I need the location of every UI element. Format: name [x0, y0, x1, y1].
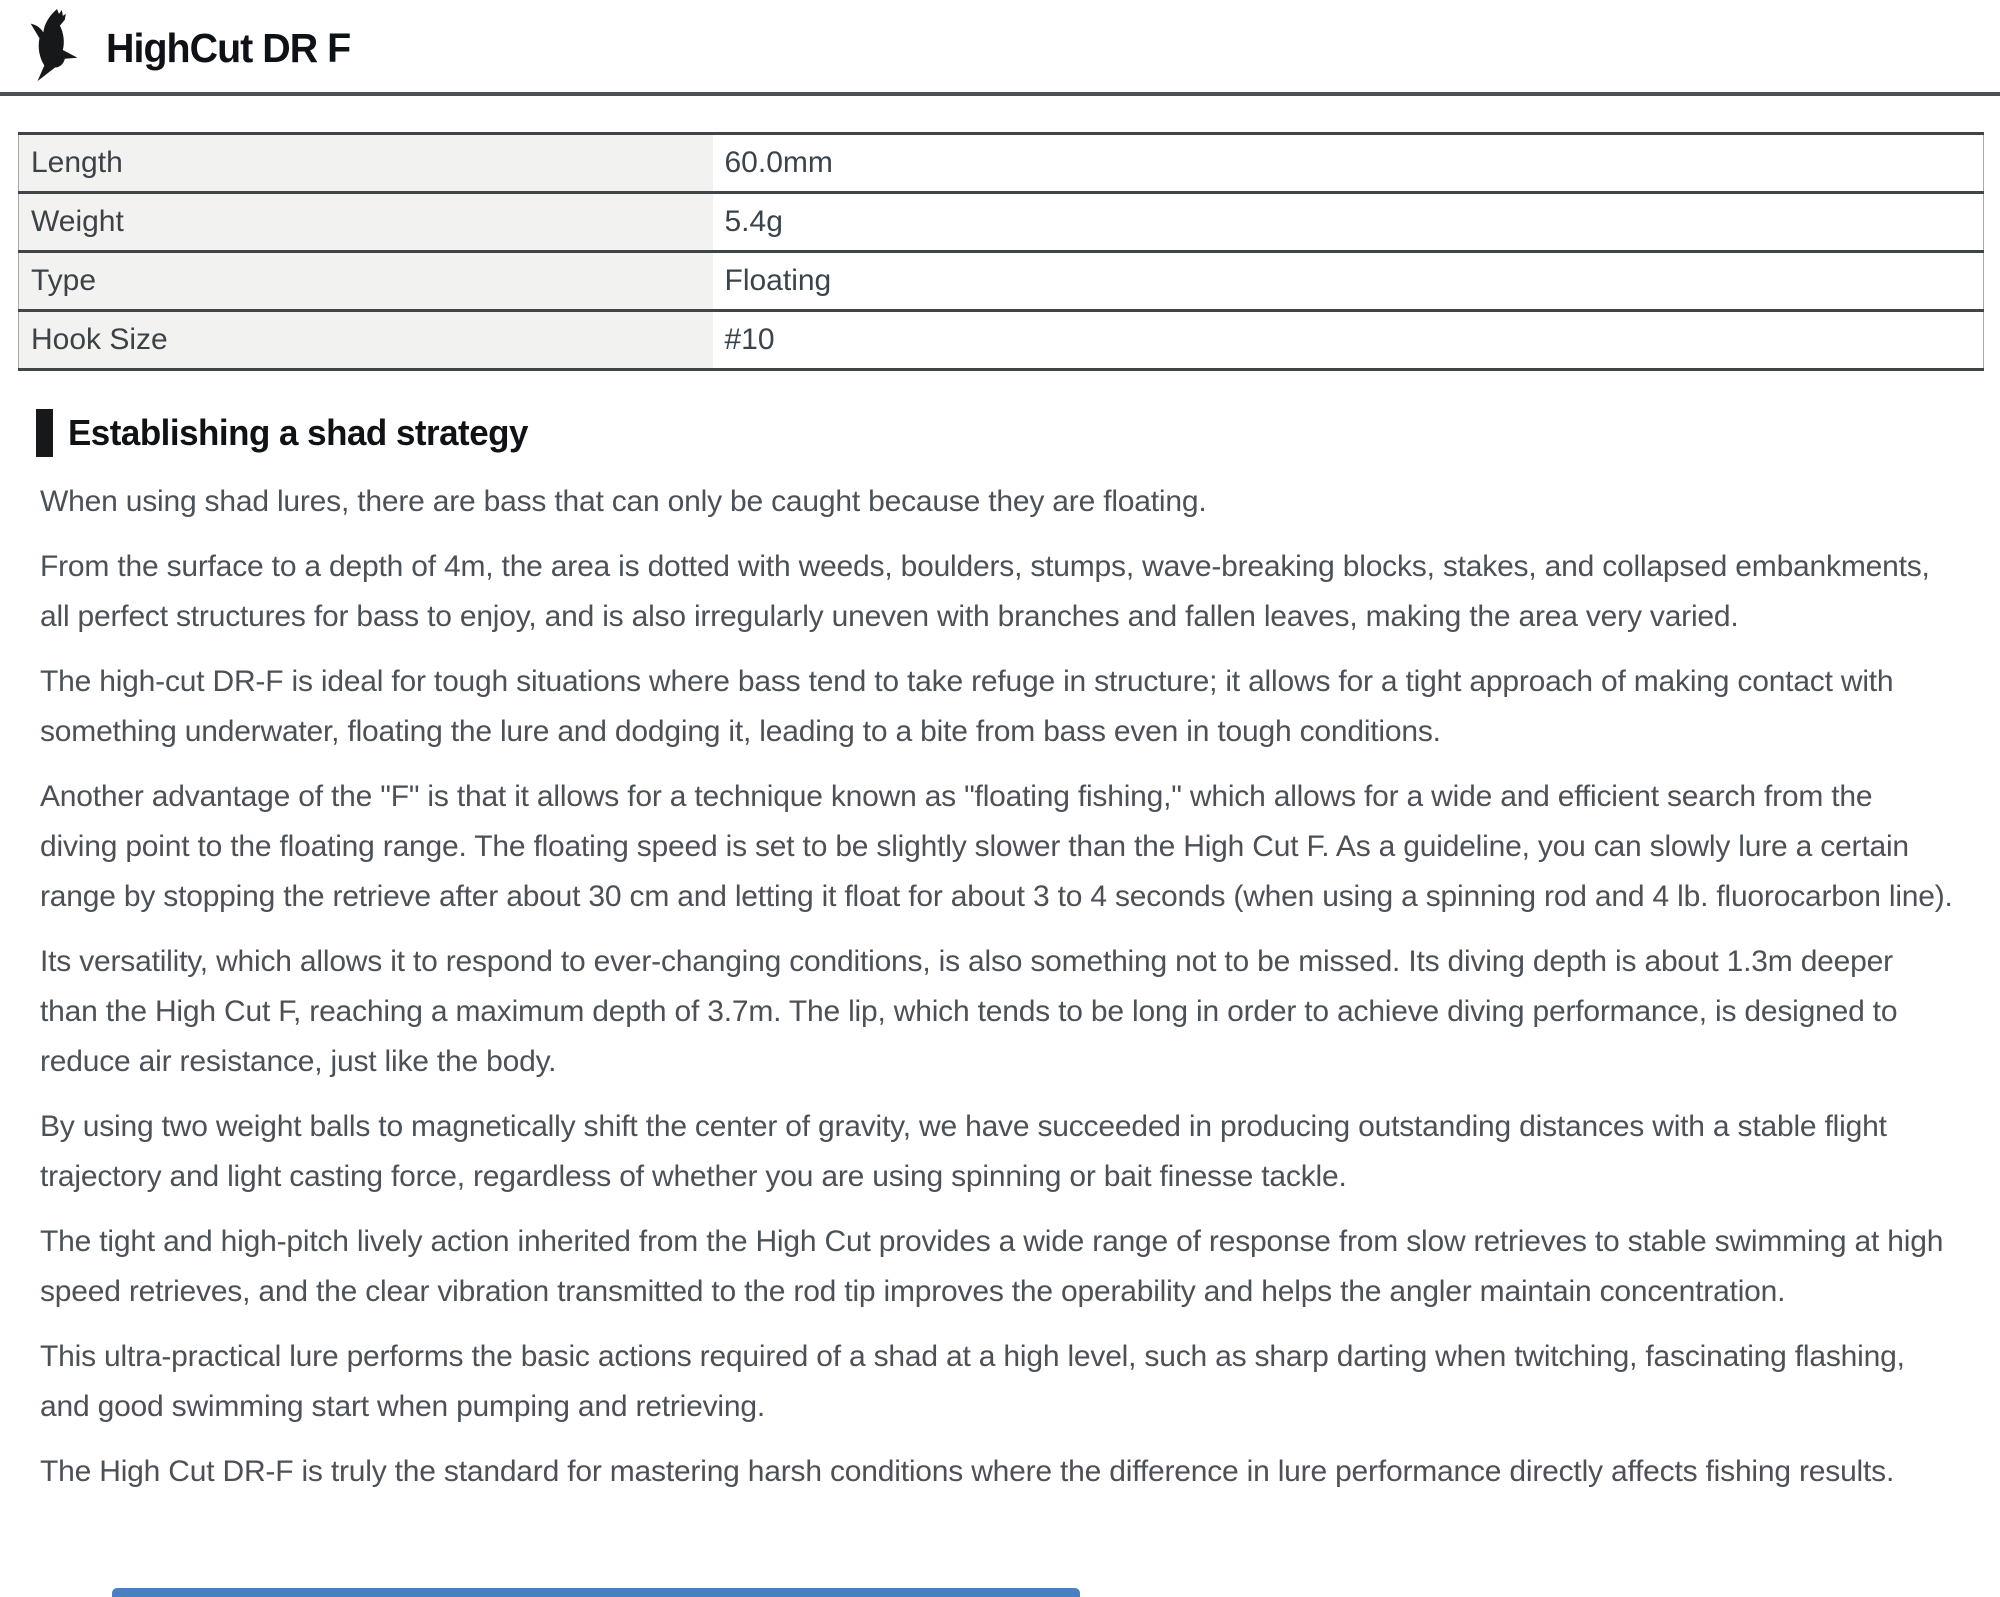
article-paragraph: Its versatility, which allows it to respond to ever-changing conditions, is also something not to be missed. Its diving depth is about 1.3m deeper than the High Cut F, reaching a maximum depth of 3.7m. The lip, which tends to be long in order to achieve diving performance, is designed to reduce air resistance, just like the body.: [40, 945, 1898, 1078]
spec-table: [18, 132, 1984, 371]
page-title: HighCut DR F: [106, 24, 351, 71]
article-section: [0, 409, 2000, 1497]
spec-label: Length: [19, 134, 713, 193]
article-paragraph: The tight and high-pitch lively action inherited from the High Cut provides a wide range of response from slow retrieves to stable swimming at high speed retrieves, and the clear vibration transmitted to the rod tip improves the operability and helps the angler maintain concentration.: [40, 1225, 1944, 1308]
spec-label: Hook Size: [19, 311, 713, 370]
article-paragraph: By using two weight balls to magnetically shift the center of gravity, we have succeeded in producing outstanding distances with a stable flight trajectory and light casting force, regardless of whether you are using spinning or bait finesse tackle.: [40, 1110, 1887, 1193]
table-row: [19, 193, 1984, 252]
article-paragraph: When using shad lures, there are bass that can only be caught because they are floating.: [40, 485, 1207, 518]
article-paragraph: This ultra-practical lure performs the basic actions required of a shad at a high level, such as sharp darting when twitching, fascinating flashing, and good swimming start when pumping and retrieving.: [40, 1340, 1905, 1423]
article-paragraph: The high-cut DR-F is ideal for tough situations where bass tend to take refuge in structure; it allows for a tight approach of making contact with something underwater, floating the lure and dodging it, leading to a bite from bass even in tough conditions.: [40, 665, 1894, 748]
spec-value: #10: [713, 311, 1984, 370]
section-heading-text: Establishing a shad strategy: [68, 412, 528, 453]
bottom-cropped-element: [112, 1588, 1080, 1597]
spec-value: 60.0mm: [713, 134, 1984, 193]
spec-value: 5.4g: [713, 193, 1984, 252]
eagle-logo-icon: [26, 9, 88, 87]
spec-label: Type: [19, 252, 713, 311]
section-heading: [36, 409, 1960, 457]
table-row: [19, 311, 1984, 370]
table-row: [19, 252, 1984, 311]
heading-accent-bar: [36, 409, 53, 457]
table-row: [19, 134, 1984, 193]
spec-label: Weight: [19, 193, 713, 252]
article-paragraph: From the surface to a depth of 4m, the area is dotted with weeds, boulders, stumps, wave-breaking blocks, stakes, and collapsed embankments, all perfect structures for bass to enjoy, and is also irregularly uneven with branches and fallen leaves, making the area very varied.: [40, 550, 1930, 633]
spec-value: Floating: [713, 252, 1984, 311]
article-paragraph: Another advantage of the "F" is that it allows for a technique known as "floating fishing," which allows for a wide and efficient search from the diving point to the floating range. The floating speed is set to be slightly slower than the High Cut F. As a guideline, you can slowly lure a certain range by stopping the retrieve after about 30 cm and letting it float for about 3 to 4 seconds (when using a spinning rod and 4 lb. fluorocarbon line).: [40, 780, 1953, 913]
page-header: [0, 0, 2000, 96]
article-paragraph: The High Cut DR-F is truly the standard for mastering harsh conditions where the difference in lure performance directly affects fishing results.: [40, 1455, 1895, 1488]
